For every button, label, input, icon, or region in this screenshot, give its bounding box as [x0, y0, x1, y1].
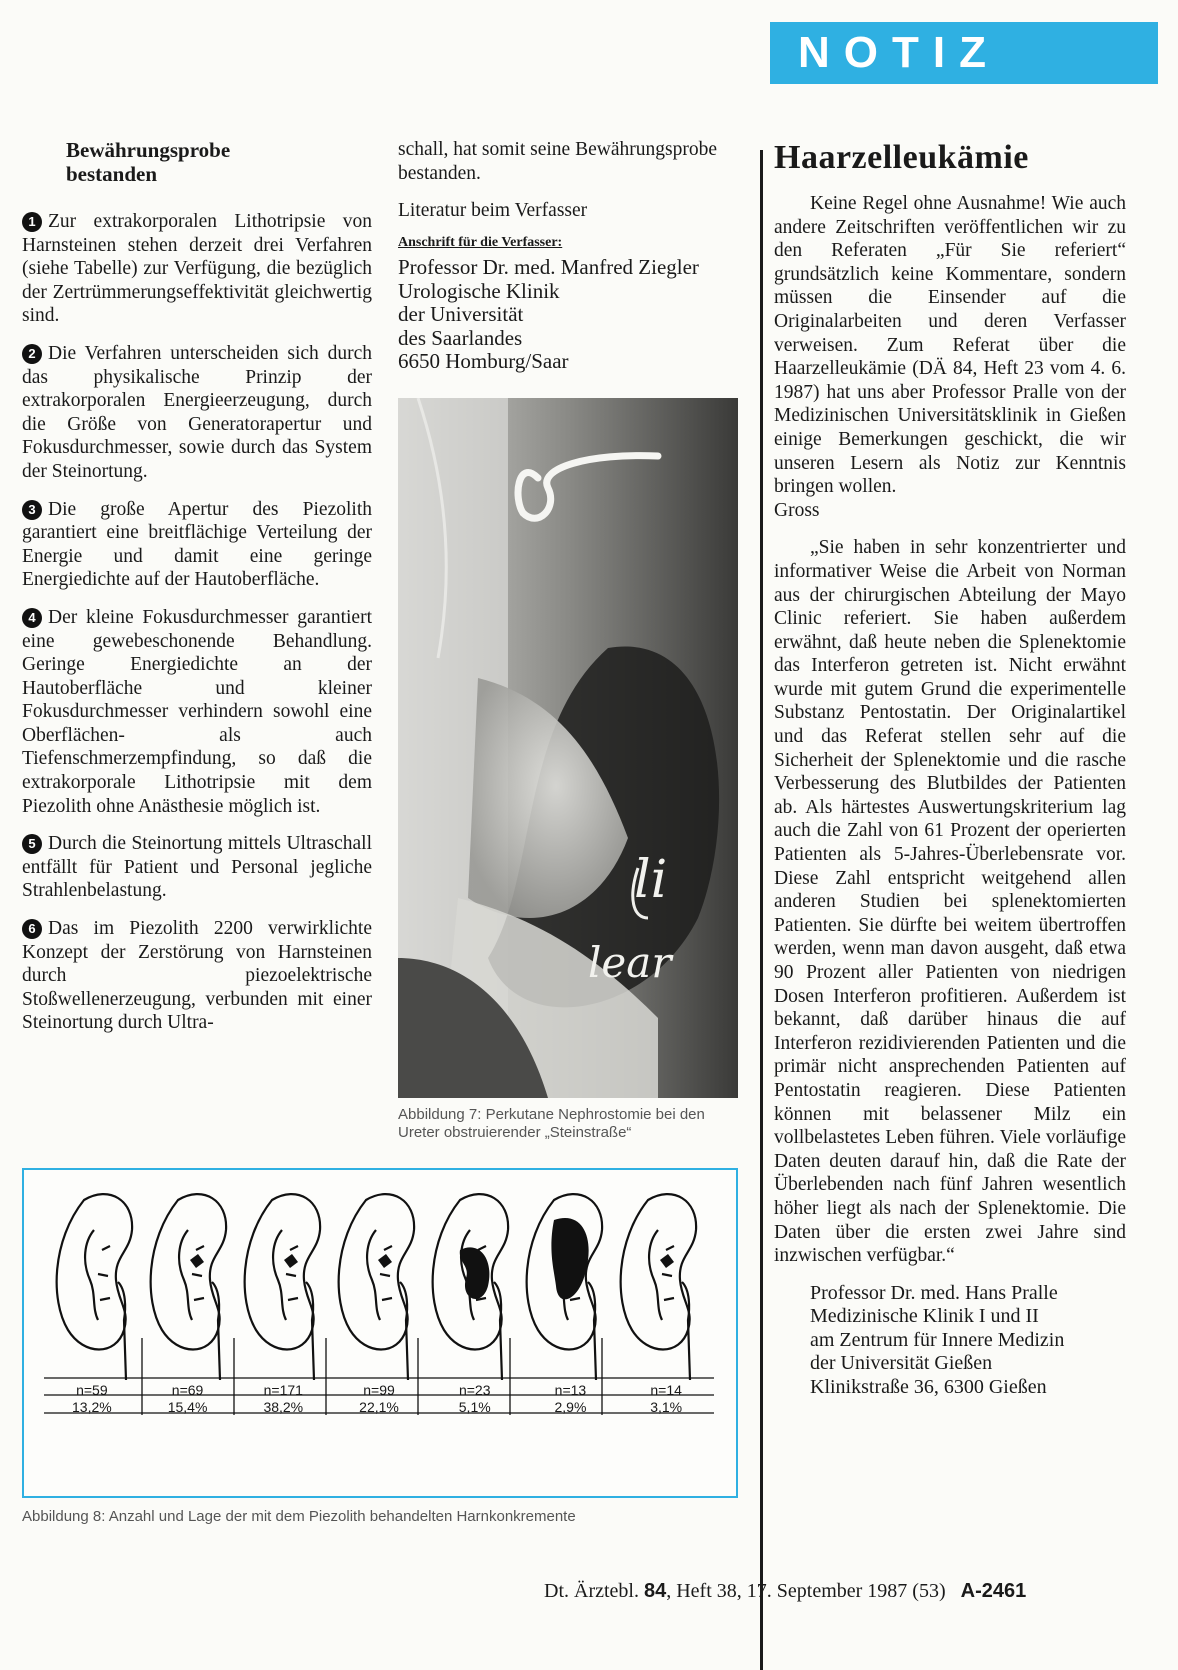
n-value: n=23 [458, 1382, 491, 1398]
handwriting-li: li [634, 850, 668, 910]
kidney-outline-icon [151, 1194, 226, 1380]
author-address: Professor Dr. med. Manfred Ziegler Urologische Klinik der Universität des Saarlandes 6650 Homburg/Saar [398, 255, 699, 374]
n-value: n=99 [363, 1382, 395, 1398]
number-badge-icon: 4 [22, 608, 42, 628]
point-2: 2 Die Verfahren unterscheiden sich durch das physikalische Prinzip der extrakorporalen Energieerzeugung, durch die Größe von Generatorapertur und Fokusdurchmesser, sowie durch das System der Steinortung. [22, 342, 372, 482]
page-footer [544, 1580, 1124, 1603]
page-number: A-2461 [960, 1580, 1027, 1602]
figure-7-caption: Abbildung 7: Perkutane Nephrostomie bei den Ureter obstruierender „Steinstraße“ [398, 1106, 705, 1141]
column-2 [398, 138, 746, 374]
n-value: n=171 [263, 1382, 303, 1398]
figure-8-caption: Abbildung 8: Anzahl und Lage der mit dem Piezolith behandelten Harnkonkremente [22, 1508, 576, 1525]
xray-image [398, 398, 738, 1098]
intro-paragraph: Keine Regel ohne Ausnahme! Wie auch andere Zeitschriften veröffentlichen wir zu den Referaten „Für Sie referiert“ grundsätzlich keine Kommentare, sondern müssen die Einsender auf die Originalarbeiten und deren Verfasser verweisen. Zum Referat über die Haarzelleukämie (DÄ 84, Heft 23 vom 4. 6. 1987) hat uns aber Professor Pralle von der Medizinischen Universitätsklinik in Gießen einige Bemerkungen geschickt, die wir unseren Lesern als Notiz zur Kenntnis bringen wollen. [774, 193, 1126, 498]
kidney-outline-icon [433, 1194, 508, 1380]
percent-value: 5,1% [458, 1399, 491, 1415]
handwriting-lear: lear [588, 938, 672, 987]
n-values-row [44, 1382, 714, 1398]
letter-signature: Professor Dr. med. Hans Pralle Medizinische Klinik I und II am Zentrum für Innere Medizin der Universität Gießen Klinikstraße 36, 6300 Gießen [810, 1281, 1065, 1398]
number-badge-icon: 1 [22, 212, 42, 232]
intro-signature: Gross [774, 499, 820, 521]
point-3: 3 Die große Apertur des Piezolith garantiert eine breitflächige Verteilung der Energie und damit eine geringe Energiedichte auf der Hautoberfläche. [22, 498, 372, 591]
continuation-text: schall, hat somit seine Bewährungsprobe bestanden. [398, 139, 717, 184]
number-badge-icon: 2 [22, 344, 42, 364]
literature-note: Literatur beim Verfasser [398, 200, 588, 222]
xray-illustration [398, 398, 738, 1098]
kidney-outline-icon [57, 1194, 132, 1380]
percent-value: 3,1% [650, 1399, 683, 1415]
n-value: n=14 [650, 1382, 682, 1398]
column-3 [774, 138, 1126, 1399]
kidney-outline-icon [621, 1194, 696, 1380]
kidney-outline-icon [339, 1194, 414, 1380]
n-value: n=69 [171, 1382, 204, 1398]
percent-value: 2,9% [554, 1399, 587, 1415]
point-5: 5 Durch die Steinortung mittels Ultraschall entfällt für Patient und Personal jegliche Strahlenbelastung. [22, 833, 372, 902]
letter-text: „Sie haben in sehr konzentrierter und informativer Weise die Arbeit von Norman aus der chirurgischen Abteilung der Mayo Clinic referiert. Sie haben außerdem erwähnt, daß heute neben die Splenektomie das Interferon getreten ist. Nicht erwähnt wurde mit gutem Grund die experimentelle Substanz Pentostatin. Der Originalartikel und das Referat stellen sehr auf die Sicherheit der Splenektomie und die rasche Verbesserung des Blutbildes der Patienten ab. Als härtestes Auswertungskriterium lag auch die Zahl von 61 Prozent der operierten Patienten als 5-Jahres-Überlebensrate vor. Diese Zahl entspricht weitgehend allen anderen Studien bei splenektomierten Patienten. Sie dürfte bei weitem übertroffen werden, wenn man davon ausgeht, daß etwa 90 Prozent aller Patienten von niedrigen Dosen Interferon profitieren. Außerdem ist bekannt, daß darüber hinaus die auf Interferon rezidivierenden Patienten und die primär nicht ansprechenden Patienten auf Pentostatin reagieren. Diese Patienten können mit belassener Milz ein vollbelastetes Leben führen. Viele vorläufige Daten deuten darauf hin, daß die Rate der Überlebenden nach fünf Jahren wesentlich höher liegt als nach der Splenektomie. Die Daten über die ersten zwei Jahre sind inzwischen verfügbar.“ [774, 537, 1126, 1267]
kidney-outline-icon [245, 1194, 320, 1380]
percent-value: 13,2% [72, 1399, 112, 1415]
point-4: 4 Der kleine Fokusdurchmesser garantiert eine gewebeschonende Behandlung. Geringe Energiedichte an der Hautoberfläche und kleiner Fokusdurchmesser verhindern sowohl eine Oberflächen- als auch Tiefenschmerzempfindung, so daß die extrakorporale Lithotripsie mit dem Piezolith ohne Anästhesie möglich ist. [22, 606, 372, 817]
point-1: 1 Zur extrakorporalen Lithotripsie von Harnsteinen stehen derzeit drei Verfahren (siehe Tabelle) zur Verfügung, die bezüglich der Zertrümmerungseffektivität gleichwertig sind. [22, 211, 372, 327]
n-value: n=13 [554, 1382, 587, 1398]
column-rule [760, 150, 763, 1670]
column-1 [22, 138, 372, 1049]
journal-volume: 84 [643, 1580, 667, 1602]
number-badge-icon: 6 [22, 919, 42, 939]
point-6: 6 Das im Piezolith 2200 verwirklichte Konzept der Zerstörung von Harnsteinen durch piezoelektrische Stoßwellenerzeugung, verbunden mit einer Steinortung durch Ultra- [22, 918, 372, 1034]
section-heading: Bewährungsprobe bestanden [66, 138, 231, 186]
article-title: Haarzelleukämie [774, 139, 1029, 176]
number-badge-icon: 5 [22, 834, 42, 854]
issue-info: , Heft 38, 17. September 1987 (53) [666, 1580, 946, 1602]
address-label: Anschrift für die Verfasser: [398, 234, 563, 250]
kidney-diagram [24, 1170, 736, 1496]
percent-value: 15,4% [167, 1399, 208, 1415]
n-value: n=59 [76, 1382, 108, 1398]
percent-value: 38,2% [263, 1399, 304, 1415]
percent-value: 22,1% [359, 1399, 399, 1415]
percent-row [44, 1399, 714, 1415]
kidney-outline-icon [527, 1194, 602, 1380]
journal-name: Dt. Ärztebl. [544, 1580, 639, 1602]
notiz-banner: NOTIZ [770, 22, 1158, 84]
figure-8-panel [22, 1168, 738, 1498]
number-badge-icon: 3 [22, 500, 42, 520]
